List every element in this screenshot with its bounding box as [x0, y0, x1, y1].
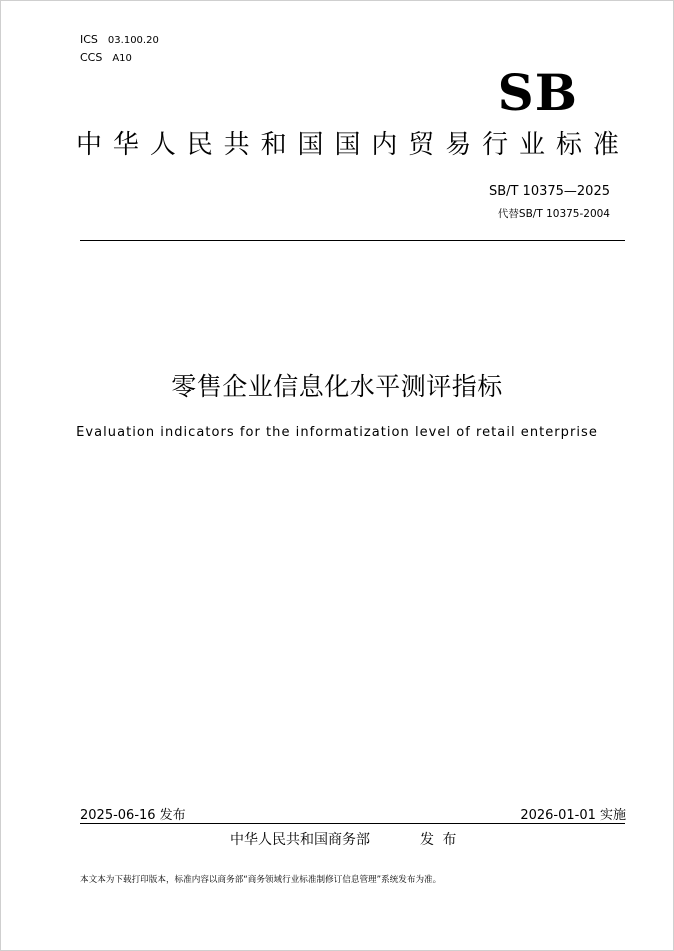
issuer: 中华人民共和国商务部 — [230, 832, 370, 848]
ccs-code: A10 — [112, 53, 132, 64]
ccs-line — [80, 51, 132, 64]
replaces-note: 代替SB/T 10375-2004 — [497, 208, 610, 220]
standard-category: 中华人民共和国国内贸易行业标准 — [76, 130, 630, 160]
ics-code: 03.100.20 — [107, 35, 159, 46]
publish-date: 2025-06-16 发布 — [80, 808, 186, 823]
title-chinese: 零售企业信息化水平测评指标 — [171, 372, 503, 401]
ccs-label: CCS — [80, 51, 103, 64]
bottom-divider — [80, 823, 625, 824]
issue-word: 发布 — [420, 832, 465, 848]
ics-line — [80, 33, 159, 46]
standard-logo: SB — [497, 63, 578, 122]
ics-label: ICS — [80, 33, 98, 46]
title-english: Evaluation indicators for the informatization level of retail enterprise — [76, 425, 598, 440]
download-note: 本文本为下载打印版本，标准内容以商务部“商务领域行业标准制修订信息管理”系统发布为准。 — [80, 875, 442, 885]
implement-date: 2026-01-01 实施 — [520, 808, 626, 823]
top-divider — [80, 240, 625, 241]
standard-number: SB/T 10375—2025 — [488, 184, 610, 199]
